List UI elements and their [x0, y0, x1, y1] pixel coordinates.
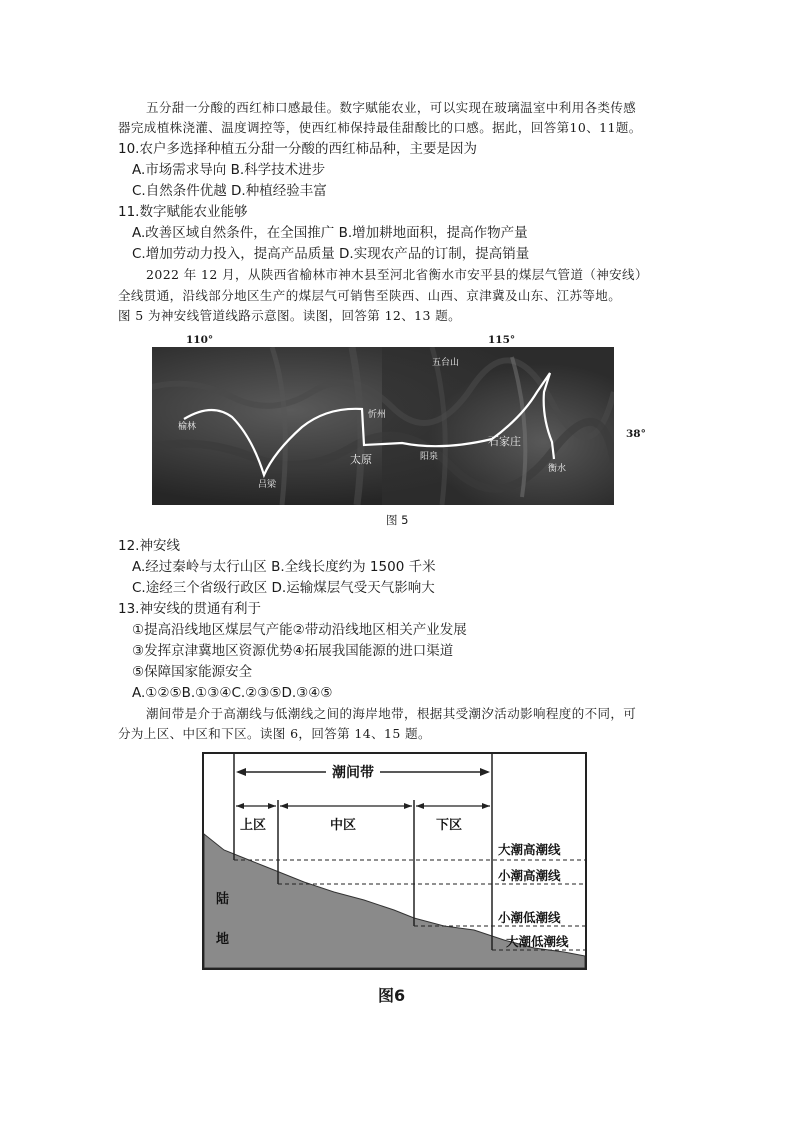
question-12-options-cd: C.途经三个省级行政区 D.运输煤层气受天气影响大: [132, 580, 435, 596]
spring-low-tide-line-label: 大潮低潮线: [506, 934, 569, 949]
passage-1-line-2: 器完成植株浇灌、温度调控等，使西红柿保持最佳甜酸比的口感。据此，回答第10、11题。: [118, 120, 642, 135]
map-label-yulin: 榆林: [178, 422, 197, 432]
passage-2-line-1: 2022 年 12 月，从陕西省榆林市神木县至河北省衡水市安平县的煤层气管道（神安线）: [146, 267, 648, 282]
question-12-options-ab: A.经过秦岭与太行山区 B.全线长度约为 1500 千米: [132, 559, 436, 575]
question-13-items-3-4: ③发挥京津冀地区资源优势④拓展我国能源的进口渠道: [132, 643, 454, 659]
land-label-char-2: 地: [216, 932, 230, 947]
middle-zone-label: 中区: [330, 818, 357, 833]
map-longitude-115: 115°: [488, 334, 516, 346]
question-10-options-cd: C.自然条件优越 D.种植经验丰富: [132, 183, 327, 199]
question-13-item-5: ⑤保障国家能源安全: [132, 664, 253, 680]
neap-low-tide-line-label: 小潮低潮线: [498, 910, 561, 925]
map-label-lvliang: 吕梁: [258, 480, 277, 490]
intertidal-zone-title: 潮间带: [326, 762, 380, 782]
pipeline-route-map: [152, 347, 614, 505]
passage-2-line-2: 全线贯通，沿线部分地区生产的煤层气可销售至陕西、山西、京津冀及山东、江苏等地。: [118, 288, 622, 303]
land-label-char-1: 陆: [216, 892, 230, 907]
question-11-options-ab: A.改善区域自然条件，在全国推广 B.增加耕地面积，提高作物产量: [132, 225, 528, 241]
map-label-yangquan: 阳泉: [420, 452, 439, 462]
question-13-items-1-2: ①提高沿线地区煤层气产能②带动沿线地区相关产业发展: [132, 622, 467, 638]
passage-3-line-2: 分为上区、中区和下区。读图 6，回答第 14、15 题。: [118, 726, 431, 741]
passage-2-line-3: 图 5 为神安线管道线路示意图。读图，回答第 12、13 题。: [118, 308, 462, 323]
question-13-options: A.①②⑤B.①③④C.②③⑤D.③④⑤: [132, 685, 333, 701]
figure-5-caption: 图 5: [386, 513, 409, 527]
question-11-stem: 11.数字赋能农业能够: [118, 204, 248, 220]
passage-3-line-1: 潮间带是介于高潮线与低潮线之间的海岸地带，根据其受潮汐活动影响程度的不同，可: [146, 706, 637, 721]
lower-zone-label: 下区: [436, 818, 463, 833]
question-12-stem: 12.神安线: [118, 538, 180, 554]
map-label-hengshui: 衡水: [548, 464, 567, 474]
map-label-taiyuan: 太原: [350, 453, 372, 466]
upper-zone-label: 上区: [240, 818, 267, 833]
figure-6-caption: 图6: [378, 986, 406, 1005]
passage-1-line-1: 五分甜一分酸的西红柿口感最佳。数字赋能农业，可以实现在玻璃温室中利用各类传感: [146, 100, 637, 115]
neap-high-tide-line-label: 小潮高潮线: [498, 868, 561, 883]
question-11-options-cd: C.增加劳动力投入，提高产品质量 D.实现农产品的订制，提高销量: [132, 246, 530, 262]
question-10-options-ab: A.市场需求导向 B.科学技术进步: [132, 162, 326, 178]
terrain-map-graphic: [152, 347, 614, 505]
map-longitude-110: 110°: [186, 334, 214, 346]
map-label-shijiazhuang: 石家庄: [488, 435, 521, 448]
map-label-wutaishan: 五台山: [432, 358, 460, 368]
intertidal-zone-diagram: [202, 752, 587, 970]
question-13-stem: 13.神安线的贯通有利于: [118, 601, 261, 617]
map-label-xinzhou: 忻州: [368, 410, 387, 420]
spring-high-tide-line-label: 大潮高潮线: [498, 842, 561, 857]
map-latitude-38: 38°: [626, 428, 646, 440]
question-10-stem: 10.农户多选择种植五分甜一分酸的西红柿品种，主要是因为: [118, 141, 477, 157]
